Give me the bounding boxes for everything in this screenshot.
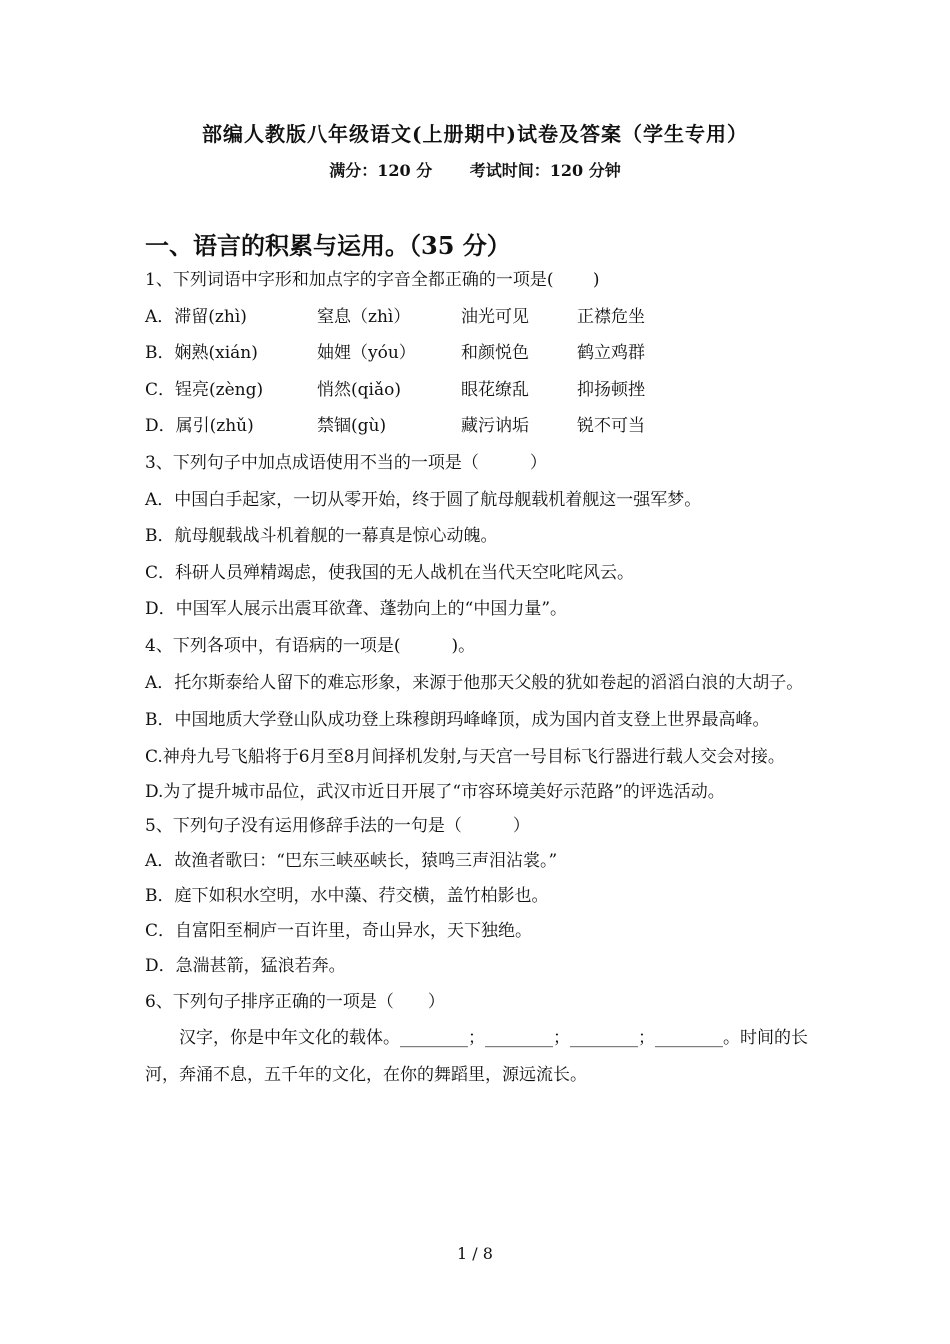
option-cell: 藏污讷垢 — [461, 416, 529, 437]
question-3-stem: 3、下列句子中加点成语使用不当的一项是（ ） — [145, 452, 547, 473]
question-6-passage: 汉字，你是中年文化的载体。________；________；________；________。时间的长河，奔涌不息，五千年的文化，在你的舞蹈里，源远流长。 — [145, 1027, 808, 1085]
question-6-stem: 6、下列句子排序正确的一项是（ ） — [145, 991, 445, 1012]
exam-info — [0, 158, 950, 181]
page-number: 1 / 8 — [457, 1244, 493, 1263]
question-1-stem: 1、下列词语中字形和加点字的字音全都正确的一项是( ) — [145, 270, 600, 290]
question-3-option-c: C．科研人员殚精竭虑，使我国的无人战机在当代天空叱咤风云。 — [145, 562, 635, 583]
question-4-stem: 4、下列各项中，有语病的一项是( )。 — [145, 635, 476, 656]
question-list — [145, 262, 810, 1094]
option-cell: C．锃亮(zèng) — [145, 379, 264, 400]
question-4-option-a: A．托尔斯泰给人留下的难忘形象，来源于他那天父般的犹如卷起的滔滔白浪的大胡子。 — [145, 672, 804, 693]
option-cell: 妯娌（yóu） — [317, 343, 416, 364]
exam-time: 考试时间：120 分钟 — [469, 161, 621, 180]
question-4-option-b: B．中国地质大学登山队成功登上珠穆朗玛峰峰顶，成为国内首支登上世界最高峰。 — [145, 709, 770, 730]
question-5-option-d: D．急湍甚箭，猛浪若奔。 — [145, 955, 346, 976]
option-cell: 正襟危坐 — [577, 306, 645, 327]
exam-title: 部编人教版八年级语文(上册期中)试卷及答案（学生专用） — [202, 122, 748, 146]
question-4-option-c: C.神舟九号飞船将于6月至8月间择机发射,与天宫一号目标飞行器进行载人交会对接。 — [145, 746, 785, 767]
option-cell: 鹤立鸡群 — [577, 343, 645, 364]
option-cell: A．滞留(zhì) — [145, 306, 247, 327]
question-4-option-d: D.为了提升城市品位，武汉市近日开展了“市容环境美好示范路”的评选活动。 — [145, 781, 725, 802]
question-5-option-c: C．自富阳至桐庐一百许里，奇山异水，天下独绝。 — [145, 920, 533, 941]
option-cell: D．属引(zhǔ) — [145, 416, 254, 437]
option-cell: 禁锢(gù) — [317, 416, 387, 437]
question-1-option-c — [145, 372, 810, 409]
option-cell: B．娴熟(xián) — [145, 343, 258, 364]
full-score: 满分：120 分 — [329, 161, 433, 180]
question-1-option-d — [145, 408, 810, 445]
question-1-option-a — [145, 299, 810, 336]
question-3-option-b: B．航母舰载战斗机着舰的一幕真是惊心动魄。 — [145, 526, 498, 547]
option-cell: 油光可见 — [461, 306, 529, 327]
question-5-stem: 5、下列句子没有运用修辞手法的一句是（ ） — [145, 815, 530, 836]
section-heading: 一、语言的积累与运用。（35 分） — [145, 231, 511, 260]
option-cell: 抑扬顿挫 — [577, 379, 645, 400]
option-cell: 和颜悦色 — [461, 343, 529, 364]
question-5-option-b: B．庭下如积水空明，水中藻、荇交横，盖竹柏影也。 — [145, 885, 549, 906]
option-cell: 锐不可当 — [577, 416, 645, 437]
option-cell: 悄然(qiǎo) — [317, 379, 401, 400]
option-cell: 窒息（zhì） — [317, 306, 411, 327]
question-5-option-a: A．故渔者歌曰：“巴东三峡巫峡长，猿鸣三声泪沾裳。” — [145, 850, 558, 871]
option-cell: 眼花缭乱 — [461, 379, 529, 400]
question-3-option-d: D．中国军人展示出震耳欲聋、蓬勃向上的“中国力量”。 — [145, 599, 568, 620]
question-3-option-a: A．中国白手起家，一切从零开始，终于圆了航母舰载机着舰这一强军梦。 — [145, 489, 702, 510]
question-1-option-b — [145, 335, 810, 372]
